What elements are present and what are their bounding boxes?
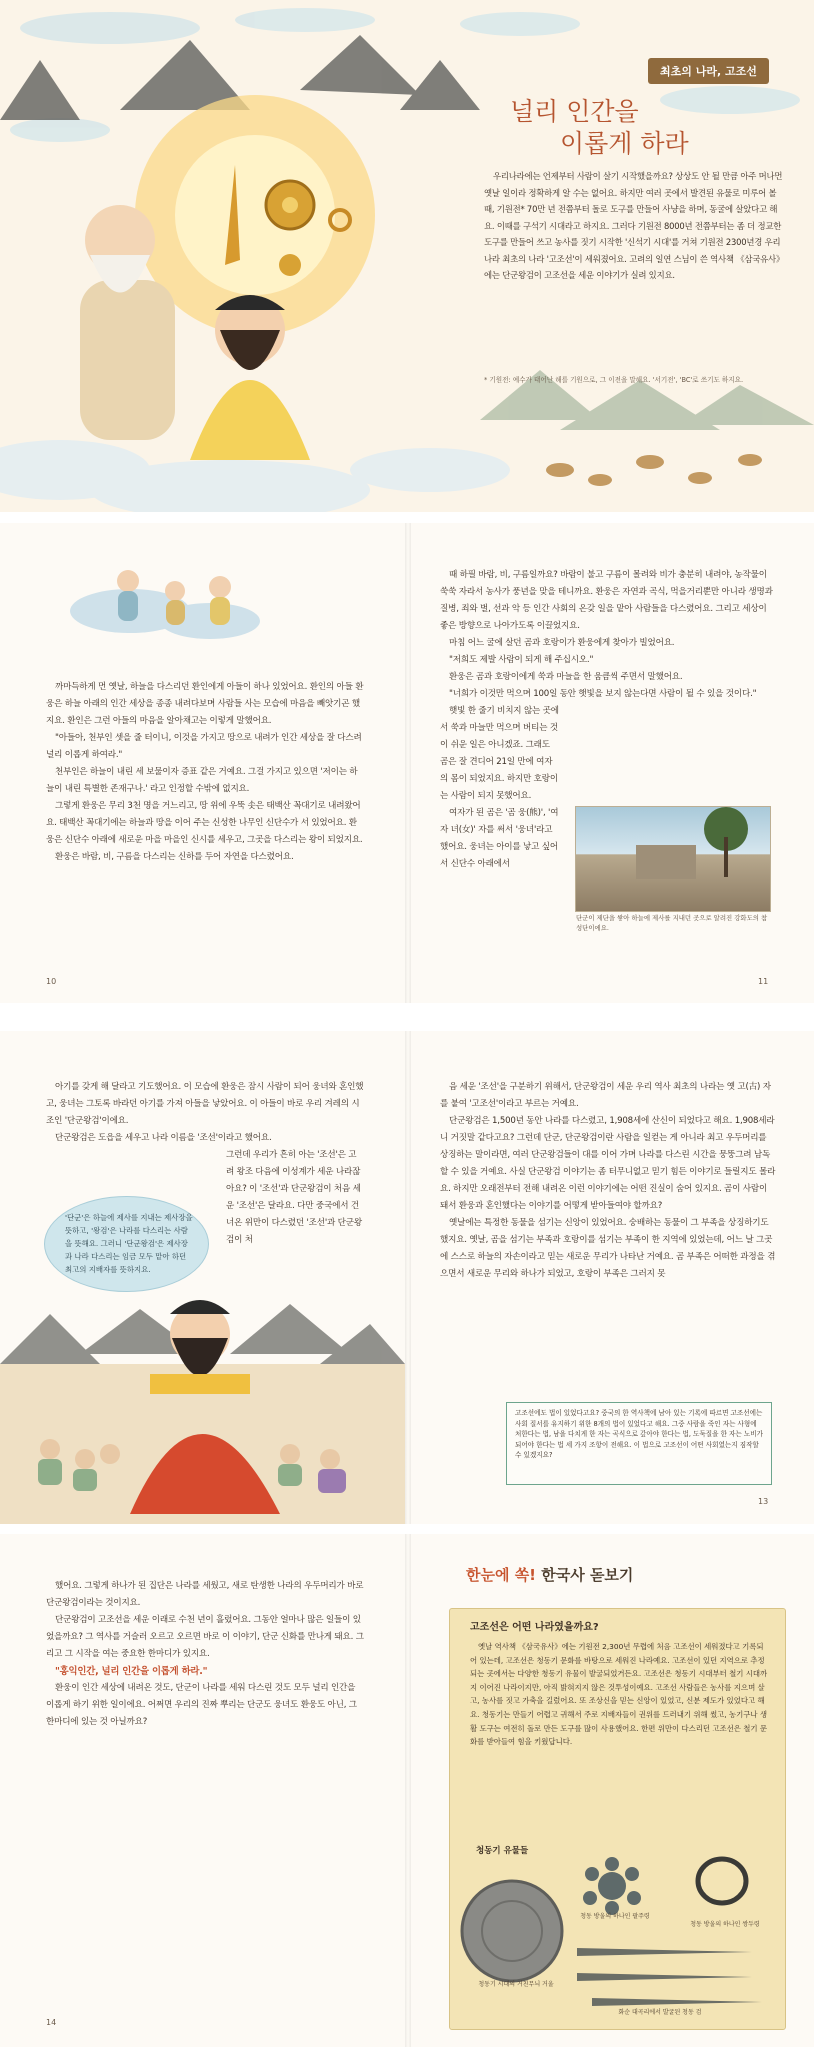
relic-caption: 화순 대곡리에서 발굴된 청동 검 bbox=[618, 2009, 702, 2016]
panel-paragraph: 옛날 역사책 《삼국유사》에는 기원전 2,300년 무렵에 처음 고조선이 세워졌다고 기록되어 있는데, 고조선은 청동기 문화를 바탕으로 세워진 나라예요. 고조선이 있던 지역으로 추정되는 곳에서는 다양한 청동기 유물이 발굴되었거든요. 고조선은 청동기 시대부터 철기 시대까지 이어진 나라이지만, 아직 밝혀지지 않은 것투성이예요. 고조선 사람들은 농사를 지으며 살고, 농사를 짓고 가축을 길렀어요. 또 조상신을 믿는 신앙이 있었고, 신분 제도가 있었다고 해요. 청동기는 만들기 어렵고 귀해서 주로 지배자들이 권위를 드러내기 위해 썼고, 농기구나 생활 도구는 여전히 돌로 만든 도구를 많이 사용했어요. 한편 위만이 다스리던 고조선은 철기 문화를 받아들여 힘을 키웠답니다. bbox=[470, 1642, 768, 1747]
paragraph: "아들아, 천부인 셋을 줄 터이니, 이것을 가지고 땅으로 내려가 인간 세상을 잘 다스려 널리 이롭게 하여라." bbox=[46, 733, 362, 760]
page-number: 14 bbox=[46, 2018, 57, 2027]
panel-title-rest: 한국사 돋보기 bbox=[536, 1566, 634, 1584]
paragraph: 그런데 우리가 흔히 아는 '조선'은 고려 왕조 다음에 이성계가 세운 나라잖아요? 이 '조선'과 단군왕검이 처음 세운 '조선'은 달라요. 다만 중국에서 건너온 위만이 다스렸던 '조선'과 단군왕검이 처 bbox=[226, 1150, 362, 1245]
page-number: 10 bbox=[46, 977, 57, 986]
paragraph: 아기를 갖게 해 달라고 기도했어요. 이 모습에 환웅은 잠시 사람이 되어 웅녀와 혼인했고, 웅녀는 그토록 바라던 아기를 가져 아들을 낳았어요. 이 아들이 바로 우리 겨레의 시조인 '단군왕검'이에요. bbox=[46, 1082, 364, 1126]
paragraph: 까마득하게 먼 옛날, 하늘을 다스리던 환인에게 아들이 하나 있었어요. 환인의 아들 환웅은 하늘 아래의 인간 세상을 종종 내려다보며 사람들 사는 모습에 마음을 빼앗기곤 했지요. 환인은 그런 아들의 마음을 알아채고는 이렇게 말했어요. bbox=[46, 682, 364, 726]
paragraph: 했어요. 그렇게 하나가 된 집단은 나라를 세웠고, 새로 탄생한 나라의 우두머리가 바로 단군왕검이라는 것이지요. bbox=[46, 1581, 364, 1608]
paragraph: "저희도 제발 사람이 되게 해 주십시오." bbox=[449, 655, 594, 665]
relic-caption: 청동 방울의 하나인 팔주령 bbox=[580, 1913, 650, 1920]
relics-illustration bbox=[452, 1856, 782, 2026]
chapter-title-line1: 널리 인간을 bbox=[510, 97, 639, 126]
page-gutter bbox=[405, 523, 411, 1003]
photo-caption: 단군이 제단을 쌓아 하늘에 제사를 지내던 곳으로 알려진 강화도의 참성단이에요. bbox=[576, 914, 768, 932]
info-box: 고조선에도 법이 있었다고요? 중국의 한 역사책에 남아 있는 기록에 따르면 고조선에는 사회 질서를 유지하기 위한 8개의 법이 있었다고 해요. 그중 사람을 죽인 자는 사형에 처한다는 법, 남을 다치게 한 자는 곡식으로 갚아야 한다는 법, 도둑질을 한 자는 노비가 되어야 한다는 법 세 가지 조항이 전해요. 이 법으로 고조선이 어떤 사회였는지 짐작할 수 있겠지요? bbox=[506, 1402, 772, 1485]
panel-heading: 고조선은 어떤 나라였을까요? bbox=[470, 1622, 599, 1633]
panel-header bbox=[466, 1564, 633, 1585]
relic-caption: 청동기 시대의 거친무늬 거울 bbox=[478, 1981, 554, 1988]
intro-paragraph: 우리나라에는 언제부터 사람이 살기 시작했을까요? 상상도 안 될 만큼 아주 머나먼 옛날 일이라 정확하게 알 수는 없어요. 하지만 여러 곳에서 발견된 유물로 미루어 볼 때, 기원전* 70만 년 전쯤부터 돌로 도구를 만들어 사냥을 하며, 동굴에 살았다고 해요. 이때를 구석기 시대라고 하지요. 그러다 기원전 8000년 전쯤부터는 좀 더 정교한 도구를 만들어 쓰고 농사를 짓기 시작한 '신석기 시대'를 거쳐 기원전 2300년경 우리나라 최초의 나라 '고조선'이 세워졌어요. 고려의 일연 스님이 쓴 역사책 《삼국유사》에는 단군왕검이 고조선을 세운 이야기가 실려 있지요. bbox=[484, 171, 783, 280]
paragraph: 음 세운 '조선'을 구분하기 위해서, 단군왕검이 세운 우리 역사 최초의 나라는 옛 고(古) 자를 붙여 '고조선'이라고 부르는 거예요. bbox=[440, 1082, 771, 1109]
paragraph: 여자가 된 곰은 '곰 웅(熊)', '여자 녀(女)' 자를 써서 '웅녀'라고 했어요. 웅녀는 아이를 낳고 싶어서 신단수 아래에서 bbox=[440, 808, 559, 869]
intro-text bbox=[484, 168, 784, 284]
relics-title: 청동기 유물들 bbox=[476, 1846, 529, 1856]
paragraph: 단군왕검이 고조선을 세운 이래로 수천 년이 흘렀어요. 그동안 얼마나 많은 일들이 있었을까요? 그 역사를 거슬러 오르고 오르면 바로 이 이야기, 단군 신화를 만나게 돼요. 그리고 그 시작을 여는 중요한 한마디가 있지요. bbox=[46, 1615, 364, 1659]
panel-text bbox=[470, 1640, 768, 1749]
page-number: 13 bbox=[758, 1497, 769, 1506]
page-gutter bbox=[405, 1534, 411, 2047]
chapter-title-line2: 이롭게 하라 bbox=[560, 129, 689, 158]
highlight-quote: "홍익인간, 널리 인간을 이롭게 하라." bbox=[55, 1666, 208, 1677]
paragraph: 햇빛 한 줄기 비치지 않는 곳에서 쑥과 마늘만 먹으며 버티는 것이 쉬운 일은 아니겠죠. 그래도 곰은 잘 견디어 21일 만에 여자의 몸이 되었지요. 하지만 호랑이는 사람이 되지 못했어요. bbox=[440, 706, 559, 801]
spread-intro bbox=[0, 0, 814, 512]
paragraph: 그렇게 환웅은 무리 3천 명을 거느리고, 땅 위에 우뚝 솟은 태백산 꼭대기로 내려왔어요. 태백산 꼭대기에는 하늘과 땅을 이어 주는 신성한 나무인 신단수가 서 있었어요. 환웅은 신단수 아래에 새로운 마을 마을인 신시를 세우고, 그곳을 다스리는 왕이 되었지요. bbox=[46, 801, 363, 845]
paragraph: 환웅이 인간 세상에 내려온 것도, 단군이 나라를 세워 다스린 것도 모두 널리 인간을 이롭게 하기 위한 일이에요. 어쩌면 우리의 진짜 뿌리는 단군도 웅녀도 환웅도 아닌, 그 한마디에 있는 것 아닐까요? bbox=[46, 1683, 357, 1727]
chamseongdan-photo bbox=[575, 806, 771, 912]
paragraph: 환웅은 곰과 호랑이에게 쑥과 마늘을 한 움큼씩 주면서 말했어요. bbox=[449, 672, 683, 682]
speech-bubble: '단군'은 하늘에 제사를 지내는 제사장을 뜻하고, '왕검'은 나라를 다스리는 사람을 뜻해요. 그러니 '단군왕검'은 제사장과 나라 다스리는 임금 모두 맡아 하던 최고의 지배자를 뜻하지요. bbox=[44, 1196, 209, 1292]
spread-pages-10-11 bbox=[0, 523, 814, 1003]
relic-caption: 청동 방울의 하나인 쌍두령 bbox=[690, 1921, 760, 1928]
panel-title-highlight: 한눈에 쏙! bbox=[466, 1566, 537, 1584]
wrap-column bbox=[440, 703, 560, 873]
page-10-text bbox=[46, 679, 364, 866]
paragraph: 환웅은 바람, 비, 구름을 다스리는 신하를 두어 자연을 다스렸어요. bbox=[55, 852, 294, 862]
paragraph: 마침 어느 굴에 살던 곰과 호랑이가 환웅에게 찾아가 빌었어요. bbox=[449, 638, 675, 648]
paragraph: 단군왕검은 도읍을 세우고 나라 이름을 '조선'이라고 했어요. bbox=[55, 1133, 272, 1143]
heaven-illustration bbox=[70, 551, 260, 646]
page-gutter bbox=[405, 1031, 411, 1524]
page-number: 11 bbox=[758, 977, 769, 986]
spread-pages-12-13 bbox=[0, 1031, 814, 1524]
paragraph: 옛날에는 특정한 동물을 섬기는 신앙이 있었어요. 숭배하는 동물이 그 부족을 상징하기도 했지요. 옛날, 곰을 섬기는 부족과 호랑이를 섬기는 부족이 한 지역에 있었는데, 어느 날 그곳에 스스로 하늘의 자손이라고 믿는 새로운 무리가 나타난 거예요. 곰 부족은 어떠한 과정을 겪으면서 새로운 무리와 하나가 되었고, 호랑이 부족은 그러지 못 bbox=[440, 1218, 776, 1279]
paragraph: 때 하필 바람, 비, 구름일까요? 바람이 불고 구름이 몰려와 비가 충분히 내려야, 농작물이 쑥쑥 자라서 농사가 풍년을 맞을 테니까요. 환웅은 자연과 곡식, 먹을거리뿐만 아니라 생명과 질병, 죄와 벌, 선과 악 등 인간 사회의 온갖 일을 맡아 사람들을 다스렸어요. 그리고 세상이 좋은 방향으로 나아가도록 이끌었지요. bbox=[440, 570, 773, 631]
paragraph: 천부인은 하늘이 내린 세 보물이자 증표 같은 거예요. 그걸 가지고 있으면 '저이는 하늘이 내린 특별한 존재구나.' 라고 인정할 수밖에 없지요. bbox=[46, 767, 358, 794]
paragraph: 단군왕검은 1,500년 동안 나라를 다스렸고, 1,908세에 산신이 되었다고 해요. 1,908세라니 거짓말 같다고요? 그런데 단군, 단군왕검이란 사람을 일컫는 게 아니라 최고 우두머리를 상징하는 말이라면, 여러 단군왕검들이 대를 이어 가며 나라를 다스린 시간을 뭉뚱그려 남독할 수 있을 거예요. 사실 단군왕검 이야기는 좀 터무니없고 믿기 힘든 이야기로 들릴지도 몰라요. 하지만 오래전부터 전해 내려온 이런 이야기에는 어떤 진실이 숨어 있지요. 곰이 사람이 돼서 환웅과 혼인했다는 이야기를 어떻게 받아들여야 할까요? bbox=[440, 1116, 776, 1211]
page-14-text bbox=[46, 1578, 364, 1731]
page-13-text bbox=[440, 1079, 776, 1283]
paragraph: "너희가 이것만 먹으며 100일 동안 햇빛을 보지 않는다면 사람이 될 수 있을 것이다." bbox=[449, 689, 757, 699]
chapter-tag: 최초의 나라, 고조선 bbox=[648, 58, 769, 84]
footnote: * 기원전: 예수가 태어난 해를 기원으로, 그 이전을 말해요. '서기전', 'BC'로 쓰기도 하지요. bbox=[484, 376, 744, 384]
